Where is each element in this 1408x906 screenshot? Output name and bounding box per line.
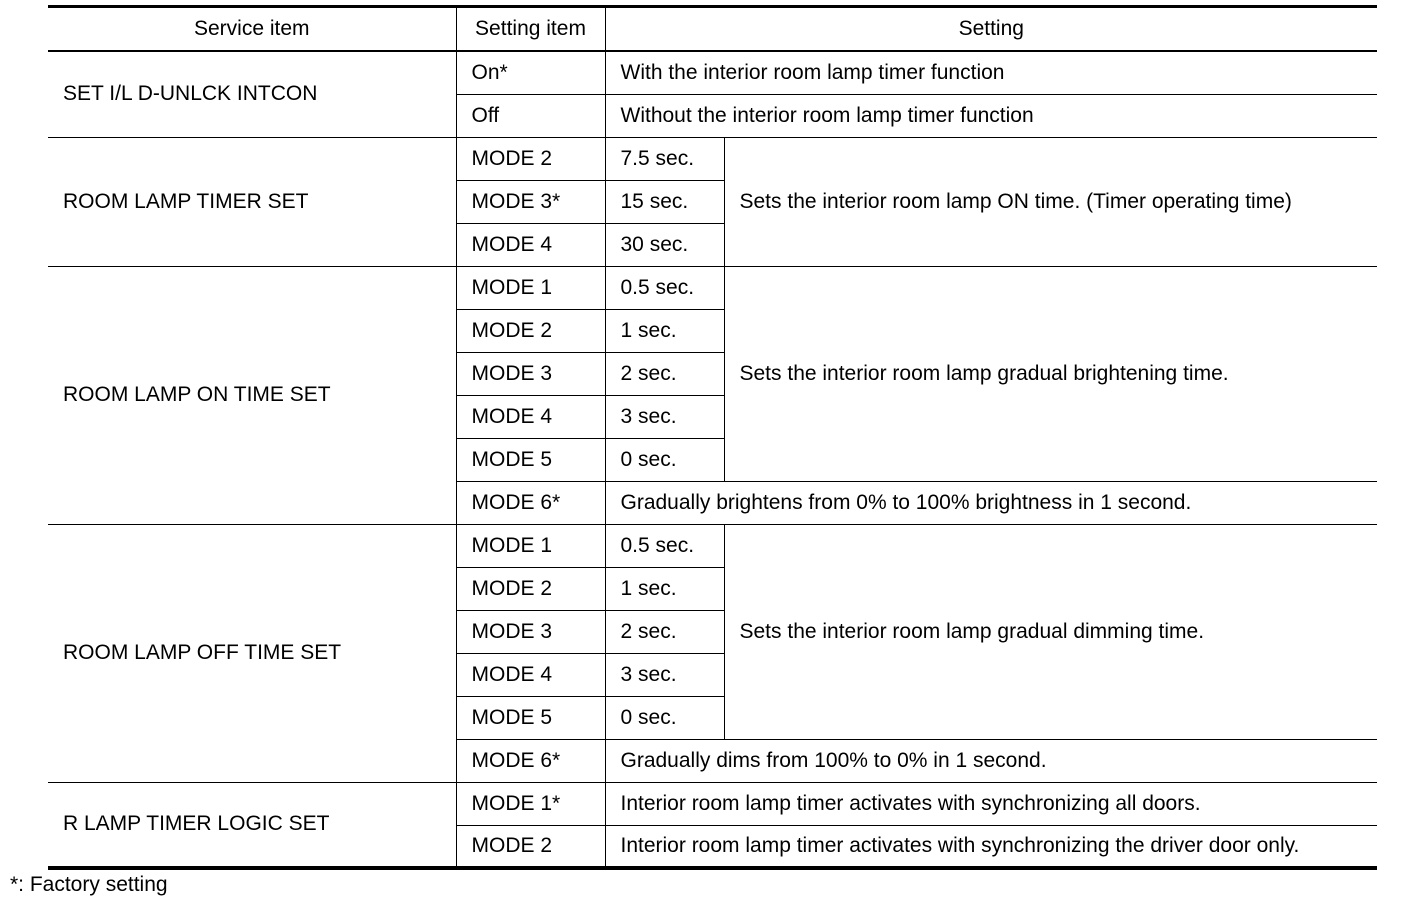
value-cell: 0.5 sec. — [605, 524, 724, 567]
setting-item-cell: On* — [456, 51, 605, 94]
value-cell: 7.5 sec. — [605, 137, 724, 180]
setting-cell: Interior room lamp timer activates with synchronizing all doors. — [605, 782, 1377, 825]
setting-item-cell: MODE 3 — [456, 352, 605, 395]
value-cell: 0 sec. — [605, 696, 724, 739]
description-cell: Sets the interior room lamp gradual brightening time. — [724, 266, 1377, 481]
service-item-cell: SET I/L D-UNLCK INTCON — [48, 51, 456, 137]
value-cell: 2 sec. — [605, 610, 724, 653]
header-setting-item: Setting item — [456, 7, 605, 52]
setting-item-cell: MODE 2 — [456, 567, 605, 610]
description-cell: Sets the interior room lamp gradual dimming time. — [724, 524, 1377, 739]
setting-item-cell: MODE 4 — [456, 395, 605, 438]
table-row — [48, 266, 1377, 309]
service-item-cell: R LAMP TIMER LOGIC SET — [48, 782, 456, 868]
service-item-cell: ROOM LAMP ON TIME SET — [48, 266, 456, 524]
setting-cell: With the interior room lamp timer function — [605, 51, 1377, 94]
setting-cell: Gradually dims from 100% to 0% in 1 second. — [605, 739, 1377, 782]
value-cell: 1 sec. — [605, 567, 724, 610]
table-row — [48, 51, 1377, 94]
value-cell: 2 sec. — [605, 352, 724, 395]
service-item-cell: ROOM LAMP OFF TIME SET — [48, 524, 456, 782]
value-cell: 0 sec. — [605, 438, 724, 481]
setting-item-cell: Off — [456, 94, 605, 137]
setting-item-cell: MODE 6* — [456, 481, 605, 524]
setting-item-cell: MODE 3* — [456, 180, 605, 223]
value-cell: 3 sec. — [605, 395, 724, 438]
value-cell: 15 sec. — [605, 180, 724, 223]
setting-item-cell: MODE 6* — [456, 739, 605, 782]
setting-item-cell: MODE 1 — [456, 266, 605, 309]
service-item-cell: ROOM LAMP TIMER SET — [48, 137, 456, 266]
setting-item-cell: MODE 5 — [456, 696, 605, 739]
description-cell: Sets the interior room lamp ON time. (Timer operating time) — [724, 137, 1377, 266]
setting-item-cell: MODE 3 — [456, 610, 605, 653]
setting-cell: Interior room lamp timer activates with synchronizing the driver door only. — [605, 825, 1377, 868]
setting-cell: Gradually brightens from 0% to 100% brightness in 1 second. — [605, 481, 1377, 524]
header-service-item: Service item — [48, 7, 456, 52]
header-row — [48, 7, 1377, 52]
setting-item-cell: MODE 4 — [456, 223, 605, 266]
setting-item-cell: MODE 4 — [456, 653, 605, 696]
service-settings-table — [48, 5, 1377, 870]
setting-cell: Without the interior room lamp timer function — [605, 94, 1377, 137]
value-cell: 3 sec. — [605, 653, 724, 696]
setting-item-cell: MODE 1* — [456, 782, 605, 825]
header-setting: Setting — [605, 7, 1377, 52]
value-cell: 0.5 sec. — [605, 266, 724, 309]
table-row — [48, 137, 1377, 180]
table-row — [48, 524, 1377, 567]
setting-item-cell: MODE 1 — [456, 524, 605, 567]
setting-item-cell: MODE 2 — [456, 137, 605, 180]
setting-item-cell: MODE 2 — [456, 825, 605, 868]
footnote: *: Factory setting — [10, 873, 168, 896]
value-cell: 30 sec. — [605, 223, 724, 266]
value-cell: 1 sec. — [605, 309, 724, 352]
setting-item-cell: MODE 2 — [456, 309, 605, 352]
setting-item-cell: MODE 5 — [456, 438, 605, 481]
table-row — [48, 782, 1377, 825]
